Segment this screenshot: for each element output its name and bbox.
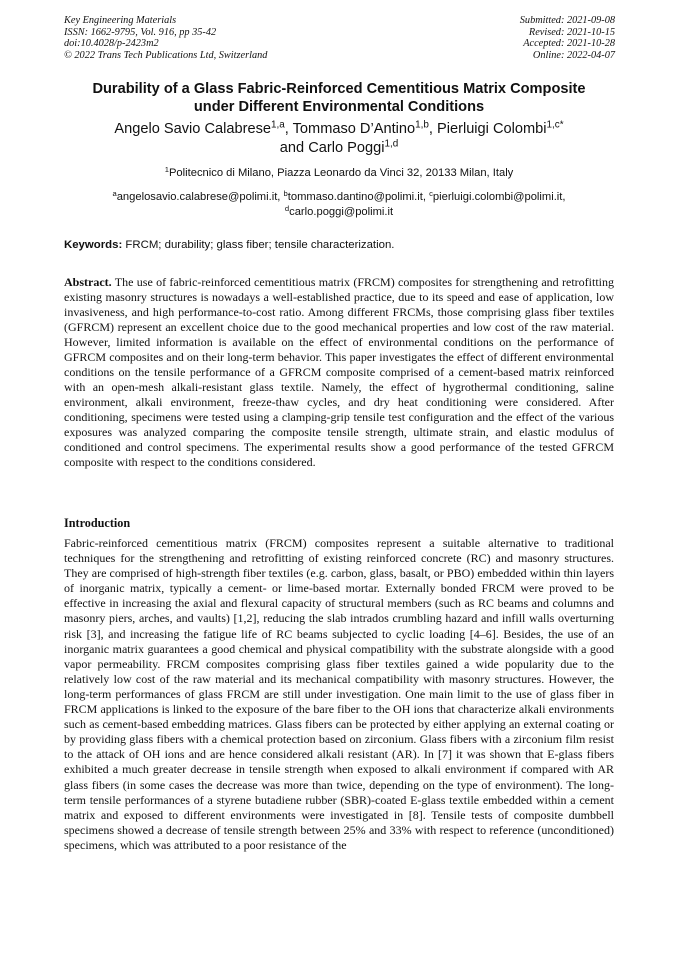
journal-header-right	[520, 15, 615, 61]
abstract-label: Abstract.	[64, 275, 112, 289]
keywords	[64, 238, 624, 252]
affiliation	[40, 166, 638, 180]
paper-title-line-2: under Different Environmental Conditions	[193, 99, 485, 115]
paper-title	[40, 80, 638, 116]
email-superscript: a	[112, 188, 117, 198]
author-list	[40, 120, 638, 158]
date-online: Online: 2022-04-07	[532, 49, 615, 61]
email-superscript: b	[283, 188, 288, 198]
abstract-text: The use of fabric-reinforced cementitious matrix (FRCM) composites for strengthening and retrofitting existing masonry structures is nowadays a well-established practice, due to its speed and ease of application, low invasiveness, and high performance-to-cost ratio. Among different FRCMs, those comprising glass fiber textiles (GFRCM) represent an excellent choice due to the good mechanical properties and low cost of the raw material. However, limited information is available on the effect of environmental conditions on the performance of GFRCM composites and on their long-term behavior. This paper investigates the effect of different environmental conditions on the tensile performance of a GFRCM composite comprised of a cement-based matrix reinforced with an open-mesh alkali-resistant glass textile. Namely, the effect of hygrothermal conditioning, saline environment, alkali environment, freeze-thaw cycles, and dry heat conditioning were considered. After conditioning, specimens were tested using a clamping-grip tensile test configuration and the effect of the various exposures was analyzed comparing the composite tensile strength, ultimate strain, and elastic modulus of conditioned and control specimens. The experimental results show a good performance of the tested GFRCM composite with respect to the conditions considered.	[64, 275, 614, 469]
date-accepted: Accepted: 2021-10-28	[523, 38, 615, 50]
author-line-1: Angelo Savio Calabrese$^{1,a}$, Tommaso D’Antino$^{1,b}$, Pierluigi Colombi$^{1,c*}$	[114, 119, 564, 137]
author-superscript: 1,a	[270, 119, 285, 131]
affiliation-superscript: 1	[164, 164, 169, 174]
email-link[interactable]: angelosavio.calabrese@polimi.it,	[116, 191, 281, 203]
affiliation-text: Politecnico di Milano, Piazza Leonardo da Vinci 32, 20133 Milan, Italy	[168, 167, 514, 179]
journal-name: Key Engineering Materials	[64, 15, 177, 26]
email-link[interactable]: pierluigi.colombi@polimi.it,	[432, 191, 566, 203]
author-name: Pierluigi Colombi	[437, 121, 547, 137]
introduction-body: Fabric-reinforced cementitious matrix (FRCM) composites represent a suitable alternative to traditional techniques for the strengthening and retrofitting of existing reinforced concrete (RC) and masonry structures. They are comprised of high-strength fiber textiles (e.g. carbon, glass, basalt, or PBO) embedded within thin layers of inorganic matrix, typically a cement- or lime-based mortar. Externally bonded FRCM were proved to be effective in increasing the axial and flexural capacity of structural members (such as RC beams and columns and masonry piers, arches, and vaults) [1,2], reducing the slab intrados crumbling hazard and infill walls overturning risk [3], and increasing the fatigue life of RC beams subjected to cyclic loading [4–6]. Besides, the use of an inorganic matrix guarantees a good chemical and physical compatibility with the substrate alongside with a good vapor permeability. FRCM composites comprising glass fiber textiles gained a wide popularity due to the relatively low cost of the raw material and its mechanical compatibility with masonry structures. However, the long-term performances of glass FRCM are still under investigation. One main limit to the use of glass fiber in FRCM applications is linked to the exposure of the bare fiber to the OH ions that characterize alkali environments such as cement-based embedding matrices. Glass fibers can be protected by either applying an external coating or by providing glass fibers with a chemical protection based on zirconium. Glass fibers with a zirconium film resist to the attack of OH ions and are hence considered alkali resistant (AR). In [7] it was shown that E-glass fibers exhibited a much greater decrease in tensile strength when exposed to alkali environment if compared with AR glass fibers (in some cases the decrease was more than twice, depending on the type of environment). The long-term tensile performances of a styrene butadiene rubber (SBR)-coated E-glass textile embedded within a cement matrix and exposed to different environments were investigated in [8]. Tensile tests of composite dumbbell specimens showed a decrease of tensile strength between 25% and 33% with respect to reference (unconditioned) specimens, which was attributed to a poor resistance of the	[64, 536, 614, 852]
author-conjunction: and	[279, 140, 305, 156]
abstract	[64, 275, 614, 470]
author-name: Carlo Poggi	[308, 140, 385, 156]
paper-title-line-1: Durability of a Glass Fabric-Reinforced Cementitious Matrix Composite	[92, 81, 586, 97]
date-revised: Revised: 2021-10-15	[528, 26, 615, 38]
keywords-text: FRCM; durability; glass fiber; tensile characterization.	[125, 239, 395, 251]
author-superscript: 1,c*	[546, 119, 564, 131]
author-emails	[40, 190, 638, 220]
email-link[interactable]: carlo.poggi@polimi.it	[289, 206, 394, 218]
email-superscript: d	[284, 203, 290, 213]
journal-copyright: © 2022 Trans Tech Publications Ltd, Switzerland	[64, 49, 268, 61]
author-name: Angelo Savio Calabrese	[114, 121, 271, 137]
date-submitted: Submitted: 2021-09-08	[519, 15, 615, 26]
section-heading-introduction: Introduction	[64, 516, 131, 530]
email-line-1	[40, 190, 638, 205]
author-name: Tommaso D’Antino	[292, 121, 416, 137]
journal-doi: doi:10.4028/p-2423m2	[64, 38, 159, 50]
author-line-2	[40, 139, 638, 158]
journal-header-left	[64, 15, 267, 61]
author-superscript: 1,b	[415, 119, 429, 131]
email-link[interactable]: tommaso.dantino@polimi.it,	[287, 191, 426, 203]
keywords-label: Keywords:	[64, 239, 123, 251]
author-superscript: 1,d	[384, 138, 399, 150]
journal-issn: ISSN: 1662-9795, Vol. 916, pp 35-42	[64, 26, 217, 38]
email-superscript: c	[429, 188, 433, 198]
email-line-2	[40, 205, 638, 220]
